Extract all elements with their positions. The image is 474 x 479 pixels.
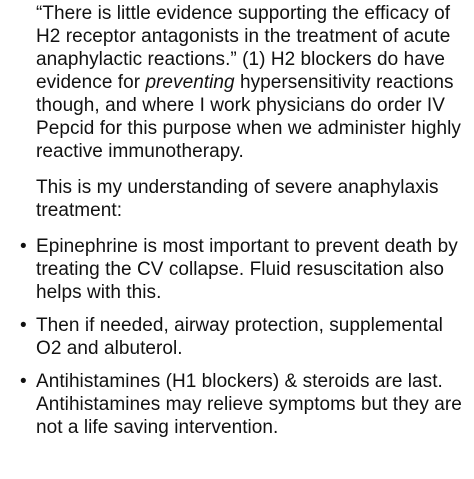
emphasis-preventing: preventing: [145, 72, 235, 93]
paragraph-evidence-quote: “There is little evidence supporting the efficacy of H2 receptor antagonists in the treatment of acute anaphylactic reactions.” (1) H2 blockers do have evidence for: [36, 3, 451, 93]
paragraph-evidence: [36, 2, 464, 163]
bullet-icon: •: [20, 236, 27, 257]
list-item: [20, 235, 464, 304]
list-item-text: Then if needed, airway protection, supplemental O2 and albuterol.: [36, 315, 443, 359]
list-item: [20, 314, 464, 360]
bullet-icon: •: [20, 371, 27, 392]
list-item-text: Epinephrine is most important to prevent death by treating the CV collapse. Fluid resuscitation also helps with this.: [36, 236, 458, 303]
list-item-text: Antihistamines (H1 blockers) & steroids are last. Antihistamines may relieve symptoms but they are not a life saving intervention.: [36, 371, 462, 438]
paragraph-evidence-rest: hypersensitivity reactions though, and where I work physicians do order IV Pepcid for this purpose when we administer highly reactive immunotherapy.: [36, 72, 461, 162]
list-item: [20, 370, 464, 439]
paragraph-understanding: This is my understanding of severe anaphylaxis treatment:: [36, 177, 439, 221]
bullet-icon: •: [20, 315, 27, 336]
treatment-list: [20, 235, 464, 439]
